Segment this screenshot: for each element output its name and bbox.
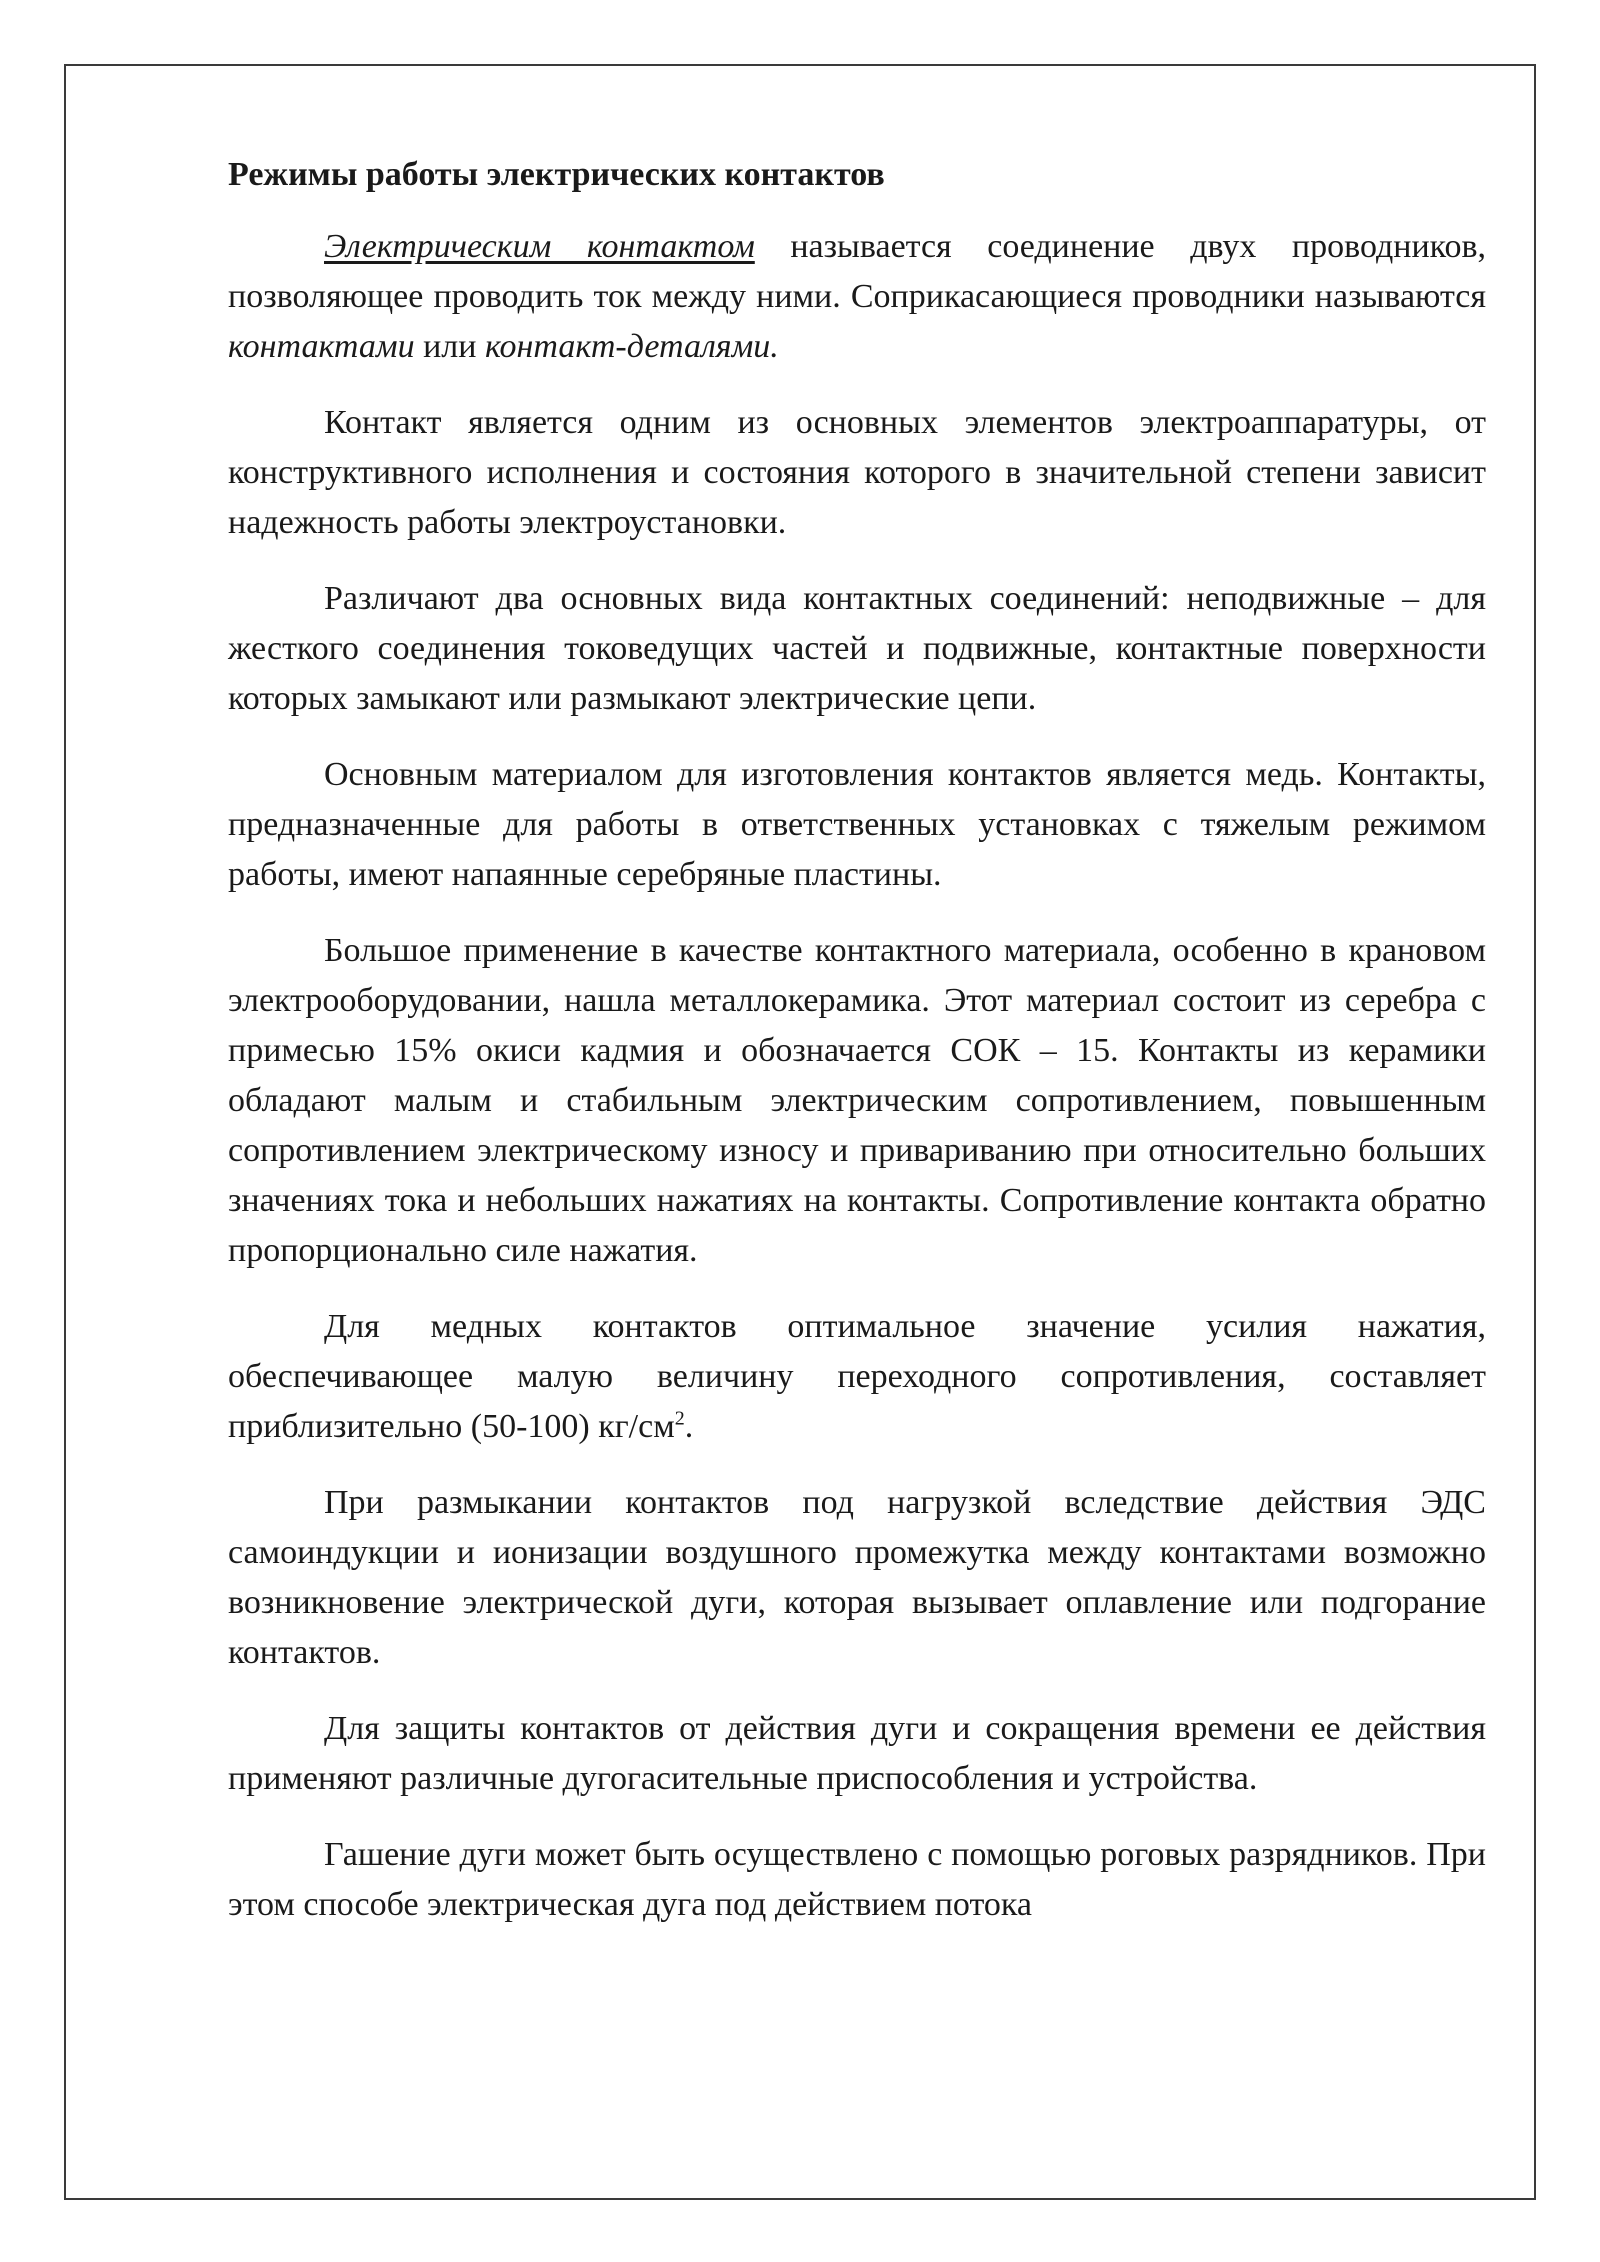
paragraph-6-text: Для медных контактов оптимальное значение усилия нажатия, обеспечивающее малую величину переходного сопротивления, составляет приблизительно (50-100) кг/см <box>228 1308 1486 1445</box>
paragraph-8: Для защиты контактов от действия дуги и сокращения времени ее действия применяют различные дугогасительные приспособления и устройства. <box>228 1710 1486 1797</box>
paragraph-1-text-a: называется соединение двух проводников, позволяющее проводить ток между ними. Соприкасающиеся проводники называются <box>228 228 1487 315</box>
paragraph-6-tail: . <box>684 1408 694 1445</box>
superscript-2: 2 <box>674 1407 685 1430</box>
paragraph-9: Гашение дуги может быть осуществлено с помощью роговых разрядников. При этом способе электрическая дуга под действием потока <box>228 1836 1486 1923</box>
term-contacts: контактами <box>228 328 415 365</box>
document-title: Режимы работы электрических контактов <box>228 156 885 193</box>
paragraph-2: Контакт является одним из основных элементов электроаппаратуры, от конструктивного исполнения и состояния которого в значительной степени зависит надежность работы электроустановки. <box>228 404 1486 541</box>
term-contact-details: контакт-деталями. <box>484 328 779 365</box>
paragraph-4: Основным материалом для изготовления контактов является медь. Контакты, предназначенные для работы в ответственных установках с тяжелым режимом работы, имеют напаянные серебряные пластины. <box>228 756 1486 893</box>
document-body <box>228 150 1486 1956</box>
paragraph-3: Различают два основных вида контактных соединений: неподвижные – для жесткого соединения токоведущих частей и подвижные, контактные поверхности которых замыкают или размыкают электрические цепи. <box>228 580 1486 717</box>
paragraph-7: При размыкании контактов под нагрузкой вследствие действия ЭДС самоиндукции и ионизации воздушного промежутка между контактами возможно возникновение электрической дуги, которая вызывает оплавление или подгорание контактов. <box>228 1484 1486 1671</box>
paragraph-6 <box>228 1302 1486 1452</box>
paragraph-5: Большое применение в качестве контактного материала, особенно в крановом электрооборудовании, нашла металлокерамика. Этот материал состоит из серебра с примесью 15% окиси кадмия и обозначается СОК – 15. Контакты из керамики обладают малым и стабильным электрическим сопротивлением, повышенным сопротивлением электрическому износу и привариванию при относительно больших значениях тока и небольших нажатиях на контакты. Сопротивление контакта обратно пропорционально силе нажатия. <box>228 932 1486 1269</box>
paragraph-1-text-b: или <box>414 328 485 365</box>
paragraph-1 <box>228 222 1486 372</box>
term-electric-contact: Электрическим контактом <box>324 228 755 265</box>
